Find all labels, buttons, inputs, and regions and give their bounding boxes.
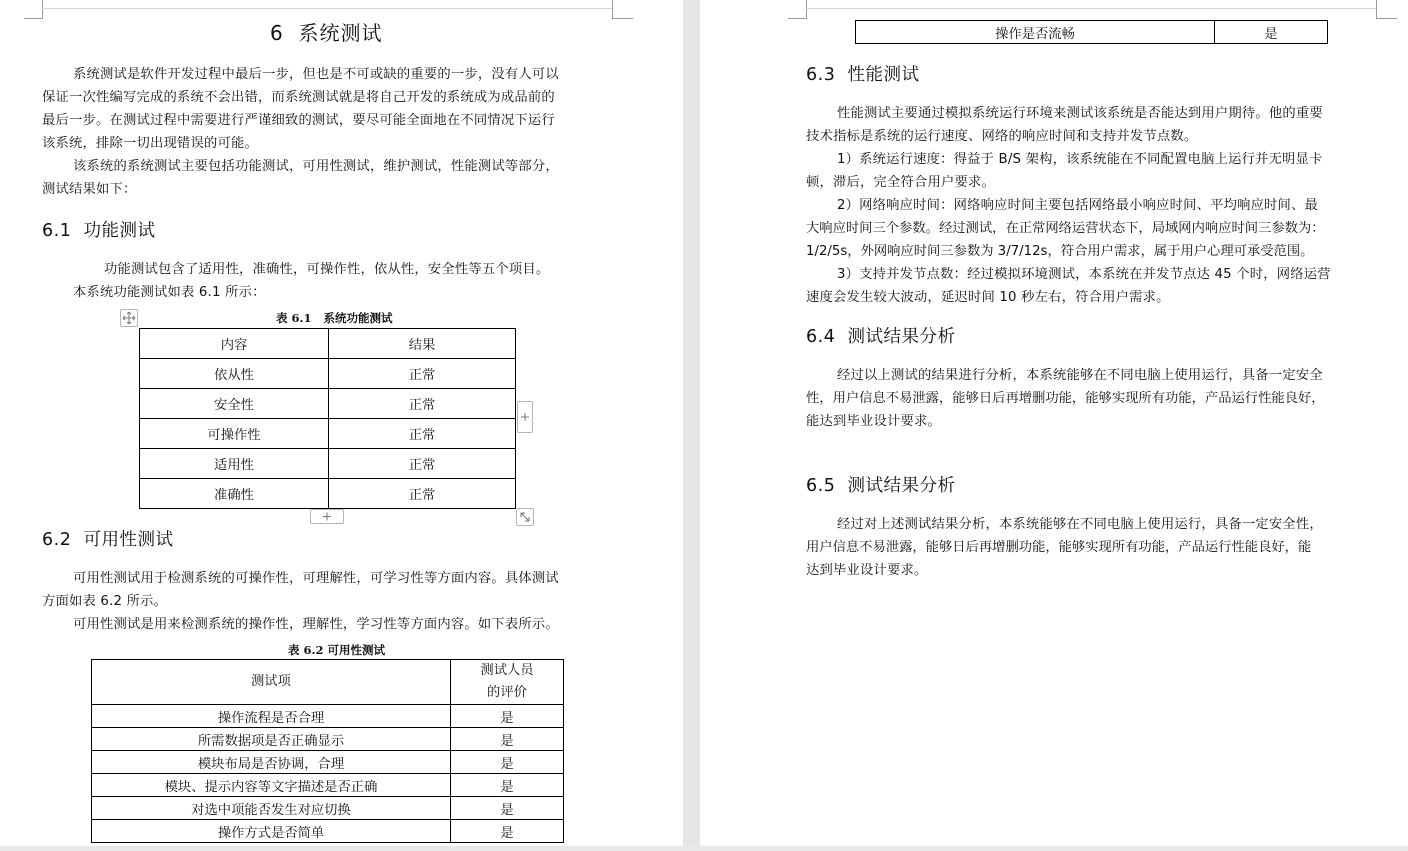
sec63-line-7: 1/2/5s，外网响应时间三参数为 3/7/12s，符合用户需求，属于用户心理可承受范围。	[806, 244, 1314, 259]
table-cell[interactable]: 准确性	[140, 479, 329, 509]
sec64-line-3: 能达到毕业设计要求。	[806, 414, 941, 429]
table-cell[interactable]: 操作方式是否简单	[92, 820, 451, 843]
table-row	[140, 449, 516, 479]
sec63-line-9: 速度会发生较大波动，延迟时间 10 秒左右，符合用户需求。	[806, 290, 1170, 305]
document-page-right[interactable]	[700, 0, 1408, 851]
table-row	[140, 479, 516, 509]
crop-mark-top-left	[788, 0, 807, 19]
document-page-left[interactable]	[0, 0, 683, 851]
table-cell[interactable]: 正常	[329, 479, 516, 509]
table-move-handle[interactable]	[120, 309, 138, 327]
table-cell[interactable]: 安全性	[140, 389, 329, 419]
sec62-line-3: 可用性测试是用来检测系统的操作性，理解性，学习性等方面内容。如下表所示。	[73, 617, 559, 632]
header-line: 的评价	[487, 685, 527, 700]
table-header-cell[interactable]	[451, 660, 564, 705]
table-cell[interactable]: 操作是否流畅	[856, 21, 1215, 44]
table-header-cell[interactable]: 结果	[329, 329, 516, 359]
table-6-1[interactable]	[139, 328, 516, 509]
table-cell[interactable]: 适用性	[140, 449, 329, 479]
table-resize-handle[interactable]	[516, 508, 534, 526]
move-icon	[122, 311, 136, 325]
header-line	[806, 8, 1376, 9]
intro-line-1: 系统测试是软件开发过程中最后一步，但也是不可或缺的重要的一步，没有人可以	[73, 67, 559, 82]
table-cell[interactable]: 正常	[329, 449, 516, 479]
sec62-line-1: 可用性测试用于检测系统的可操作性，可理解性，可学习性等方面内容。具体测试	[73, 571, 559, 586]
table-cell[interactable]: 对选中项能否发生对应切换	[92, 797, 451, 820]
table-6-2[interactable]	[91, 659, 564, 843]
intro-line-5: 该系统的系统测试主要包括功能测试，可用性测试，维护测试，性能测试等部分，	[73, 159, 559, 174]
crop-mark-top-right	[1376, 0, 1397, 19]
table-cell[interactable]: 是	[451, 820, 564, 843]
crop-mark-top-left	[24, 0, 43, 19]
sec63-line-5: 2）网络响应时间：网络响应时间主要包括网络最小响应时间、平均响应时间、最	[837, 198, 1319, 213]
crop-mark-top-right	[612, 0, 633, 19]
plus-icon	[311, 510, 343, 523]
sec62-line-2: 方面如表 6.2 所示。	[42, 594, 168, 609]
table-row	[140, 419, 516, 449]
table-6-1-caption: 表 6.1 系统功能测试	[276, 311, 393, 325]
sec65-line-2: 用户信息不易泄露，能够日后再增删功能，能够实现所有功能，产品运行性能良好，能	[806, 540, 1312, 555]
header-line	[42, 8, 612, 9]
table-row	[92, 774, 564, 797]
table-6-2-caption: 表 6.2 可用性测试	[288, 643, 386, 657]
sec63-line-2: 技术指标是系统的运行速度、网络的响应时间和支持并发节点数。	[806, 129, 1198, 144]
resize-icon	[517, 509, 533, 525]
section-6-5-title: 6.5 测试结果分析	[806, 476, 956, 496]
plus-icon	[518, 402, 532, 432]
intro-line-6: 测试结果如下：	[42, 182, 137, 197]
section-6-1-title: 6.1 功能测试	[42, 221, 156, 241]
table-row	[92, 820, 564, 843]
table-cell[interactable]: 是	[451, 705, 564, 728]
table-row	[92, 797, 564, 820]
table-cell[interactable]: 是	[451, 774, 564, 797]
sec65-line-1: 经过对上述测试结果分析，本系统能够在不同电脑上使用运行，具备一定安全性，	[837, 517, 1323, 532]
intro-line-4: 该系统，排除一切出现错误的可能。	[42, 136, 258, 151]
sec65-line-3: 达到毕业设计要求。	[806, 563, 928, 578]
table-row	[140, 389, 516, 419]
table-cell[interactable]: 是	[451, 728, 564, 751]
add-column-button[interactable]	[517, 401, 533, 433]
table-row	[92, 728, 564, 751]
table-cell[interactable]: 依从性	[140, 359, 329, 389]
sec64-line-2: 性，用户信息不易泄露，能够日后再增删功能，能够实现所有功能，产品运行性能良好，	[806, 391, 1325, 406]
sec64-line-1: 经过以上测试的结果进行分析，本系统能够在不同电脑上使用运行，具备一定安全	[837, 368, 1323, 383]
table-cell[interactable]: 所需数据项是否正确显示	[92, 728, 451, 751]
table-cell[interactable]: 可操作性	[140, 419, 329, 449]
section-6-2-title: 6.2 可用性测试	[42, 530, 174, 550]
add-row-button[interactable]	[310, 509, 344, 524]
table-cell[interactable]: 是	[1215, 21, 1328, 44]
sec63-line-8: 3）支持并发节点数：经过模拟环境测试，本系统在并发节点达 45 个时，网络运营	[837, 267, 1331, 282]
sec61-line-1: 功能测试包含了适用性，准确性，可操作性，依从性，安全性等五个项目。	[104, 262, 550, 277]
table-header-row	[92, 660, 564, 705]
chapter-title: 6 系统测试	[270, 21, 383, 45]
table-cell[interactable]: 正常	[329, 389, 516, 419]
table-header-cell[interactable]: 测试项	[92, 660, 451, 705]
sec63-line-1: 性能测试主要通过模拟系统运行环境来测试该系统是否能达到用户期待。他的重要	[837, 106, 1323, 121]
table-header-cell[interactable]: 内容	[140, 329, 329, 359]
table-cell[interactable]: 模块布局是否协调，合理	[92, 751, 451, 774]
table-cell[interactable]: 模块、提示内容等文字描述是否正确	[92, 774, 451, 797]
table-cell[interactable]: 正常	[329, 419, 516, 449]
table-cell[interactable]: 是	[451, 751, 564, 774]
section-6-4-title: 6.4 测试结果分析	[806, 327, 956, 347]
table-6-2-continued[interactable]	[855, 20, 1328, 44]
table-row	[92, 751, 564, 774]
table-cell[interactable]: 正常	[329, 359, 516, 389]
header-line: 测试人员	[480, 663, 534, 678]
intro-line-3: 最后一步。在测试过程中需要进行严谨细致的测试，要尽可能全面地在不同情况下运行	[42, 113, 555, 128]
sec63-line-4: 顿，滞后，完全符合用户要求。	[806, 175, 995, 190]
table-row	[92, 705, 564, 728]
sec63-line-6: 大响应时间三个参数。经过测试，在正常网络运营状态下，局域网内响应时间三参数为：	[806, 221, 1325, 236]
page-gap	[683, 0, 700, 851]
table-row	[856, 21, 1328, 44]
sec61-line-2: 本系统功能测试如表 6.1 所示：	[73, 285, 266, 300]
section-6-3-title: 6.3 性能测试	[806, 65, 920, 85]
horizontal-scrollbar-track[interactable]	[0, 846, 1408, 851]
table-cell[interactable]: 操作流程是否合理	[92, 705, 451, 728]
table-header-row	[140, 329, 516, 359]
intro-line-2: 保证一次性编写完成的系统不会出错，而系统测试就是将自己开发的系统成为成品前的	[42, 90, 555, 105]
table-row	[140, 359, 516, 389]
table-cell[interactable]: 是	[451, 797, 564, 820]
sec63-line-3: 1）系统运行速度：得益于 B/S 架构，该系统能在不同配置电脑上运行并无明显卡	[837, 152, 1323, 167]
